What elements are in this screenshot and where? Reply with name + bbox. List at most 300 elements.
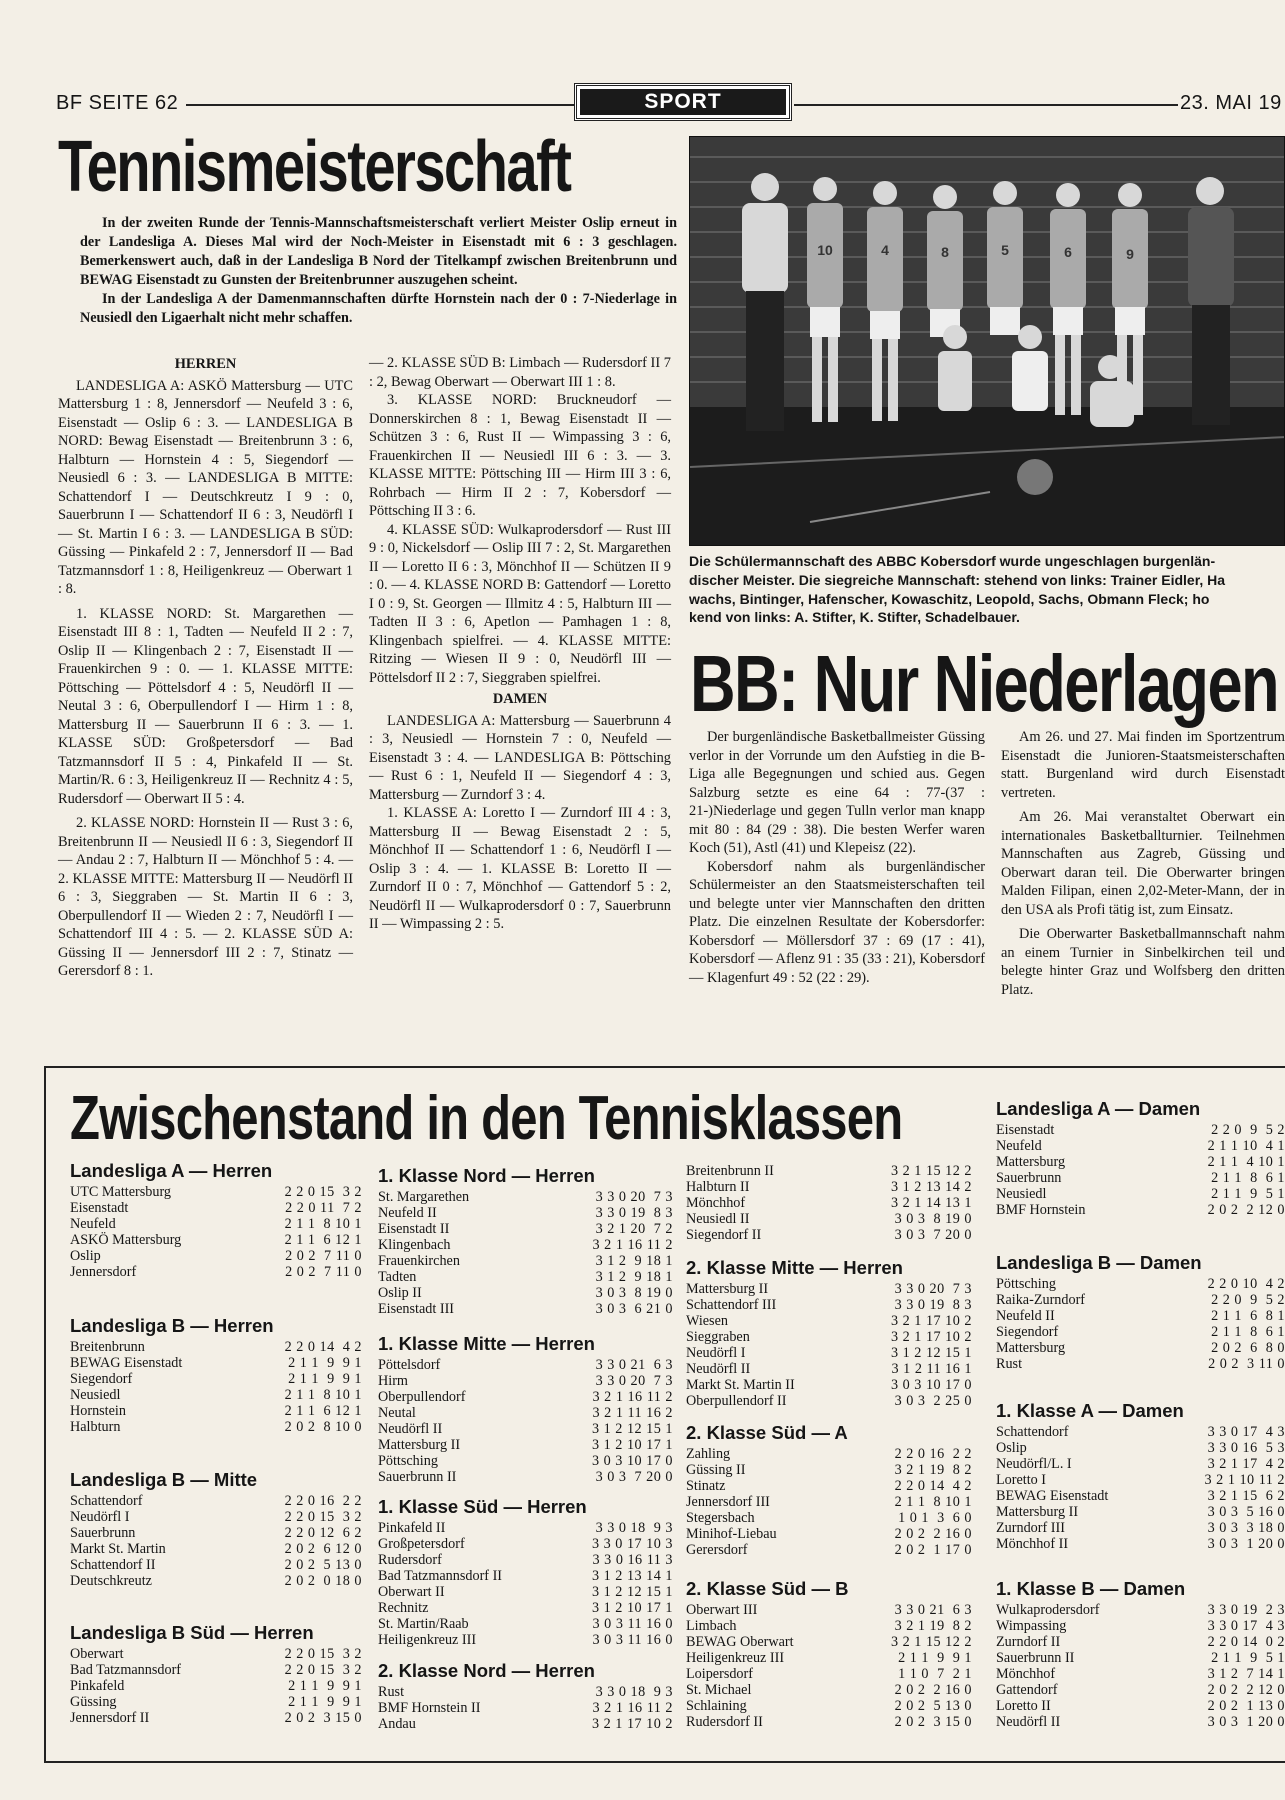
team-name: Neudörfl I [70,1509,130,1525]
team-name: Mönchhof [996,1666,1056,1682]
table-row [378,1469,673,1485]
team-name: Wimpassing [996,1618,1067,1634]
table-row [996,1440,1285,1456]
team-name: Jennersdorf [70,1264,137,1280]
table-row [996,1504,1285,1520]
team-record: 2 2 0 15 3 2 [284,1509,362,1525]
table-row [686,1281,972,1297]
table-title: Landesliga B Süd — Herren [70,1622,314,1643]
team-name: Breitenbrunn II [686,1163,774,1179]
standings-table [70,1160,362,1280]
table-row [996,1202,1285,1218]
team-record: 2 1 1 9 9 1 [898,1650,972,1666]
result-paragraph: LANDESLIGA A: ASKÖ Mattersburg — UTC Mattersburg 1 : 8, Jennersdorf — Neufeld 3 : 6, Eisenstadt — Oslip 6 : 3. — LANDESLIGA B NORD: Bewag Eisenstadt — Breitenbrunn 3 : 6, Halbturn — Hornstein 4 : 5, Siegendorf — Neusiedl 6 : 3. — LANDESLIGA B MITTE: Schattendorf I — Deutschkreutz I 9 : 0, Sauerbrunn I — Schattendorf II 6 : 3, Neudörfl I — St. Martin I 6 : 3. — LANDESLIGA B SÜD: Güssing — Pinkafeld 2 : 7, Jennersdorf II — Bad Tatzmannsdorf 1 : 8, Heiligenkreuz — Oberwart 1 : 8. [58,377,353,597]
team-record: 3 3 0 20 7 3 [595,1189,673,1205]
table-row [996,1138,1285,1154]
table-row [70,1509,362,1525]
table-row [378,1437,673,1453]
team-record: 2 1 1 9 9 1 [288,1694,362,1710]
team-photo-image [690,137,1285,546]
table-row [378,1269,673,1285]
table-row [70,1662,362,1678]
team-name: Neusiedl II [686,1211,750,1227]
team-record: 2 0 2 5 13 0 [894,1698,972,1714]
team-record: 2 1 1 9 5 1 [1211,1650,1285,1666]
table-row [378,1716,673,1732]
team-record: 2 1 1 8 10 1 [894,1494,972,1510]
team-record: 3 0 3 7 20 0 [595,1469,673,1485]
team-name: Deutschkreutz [70,1573,152,1589]
team-name: Zahling [686,1446,731,1462]
table-row [686,1163,972,1179]
team-record: 2 1 1 8 6 1 [1211,1324,1285,1340]
team-name: BEWAG Oberwart [686,1634,794,1650]
team-record: 3 2 1 19 8 2 [894,1618,972,1634]
table-row [996,1424,1285,1440]
team-record: 3 1 2 12 15 1 [592,1584,673,1600]
team-record: 3 3 0 21 6 3 [595,1357,673,1373]
table-row [996,1602,1285,1618]
team-record: 3 3 0 17 10 3 [592,1536,673,1552]
team-name: Andau [378,1716,416,1732]
table-row [70,1419,362,1435]
team-record: 2 2 0 16 2 2 [894,1446,972,1462]
table-row [996,1308,1285,1324]
team-record: 3 0 3 5 16 0 [1207,1504,1285,1520]
team-record: 1 1 0 7 2 1 [898,1666,972,1682]
team-record: 3 0 3 1 20 0 [1207,1714,1285,1730]
table-row [996,1324,1285,1340]
table-row [686,1329,972,1345]
team-record: 3 2 1 20 7 2 [595,1221,673,1237]
table-row [686,1377,972,1393]
team-name: Neudörfl/L. I [996,1456,1072,1472]
team-name: Limbach [686,1618,737,1634]
team-record: 2 1 1 6 12 1 [284,1403,362,1419]
table-title: 2. Klasse Süd — B [686,1578,849,1599]
team-record: 1 0 1 3 6 0 [898,1510,972,1526]
team-name: Stinatz [686,1478,726,1494]
team-name: Schlaining [686,1698,747,1714]
team-record: 2 0 2 2 16 0 [894,1682,972,1698]
result-paragraph: LANDESLIGA A: Mattersburg — Sauerbrunn 4 : 3, Neusiedl — Hornstein 7 : 0, Neufeld — Eisenstadt 3 : 4. — LANDESLIGA B: Pöttsching — Rust 6 : 1, Neufeld II — Siegendorf 4 : 3, Mattersburg — Zurndorf 3 : 4. [369,712,671,803]
standings-table [996,1400,1285,1552]
team-name: Sauerbrunn II [378,1469,457,1485]
table-title: Landesliga B — Herren [70,1315,274,1336]
table-row [996,1154,1285,1170]
basketball-column-1 [689,728,985,987]
table-row [378,1405,673,1421]
team-name: Oslip [996,1440,1027,1456]
team-record: 3 3 0 17 4 3 [1207,1424,1285,1440]
team-name: Rechnitz [378,1600,429,1616]
caption-line: wachs, Bintinger, Hafenscher, Kowaschitz, Leopold, Sachs, Obmann Fleck; ho [689,590,1210,607]
tennis-headline: Tennismeisterschaft [58,127,571,207]
team-name: Neudörfl II [996,1714,1061,1730]
team-record: 2 0 2 3 15 0 [894,1714,972,1730]
result-paragraph: 4. KLASSE SÜD: Wulkaprodersdorf — Rust III 9 : 0, Nickelsdorf — Oslip III 7 : 2, St. Margarethen II — Loretto II 6 : 3, Mönchhof II — Schützen II 9 : 0. — 4. KLASSE NORD B: Gattendorf — Loretto I 0 : 9, St. Georgen — Illmitz 4 : 5, Halbturn III — Tadten II 3 : 6, Apetlon — Pamhagen 1 : 8, Klingenbach spielfrei. — 4. KLASSE MITTE: Ritzing — Wiesen II 9 : 0, Neudörfl III — Pöttelsdorf II 2 : 7, Sieggraben spielfrei. [369,521,671,686]
table-row [378,1453,673,1469]
team-record: 2 2 0 14 4 2 [894,1478,972,1494]
table-row [996,1698,1285,1714]
team-record: 2 2 0 15 3 2 [284,1662,362,1678]
team-record: 3 2 1 17 10 2 [891,1313,972,1329]
team-name: Bad Tatzmannsdorf II [378,1568,503,1584]
team-record: 2 0 2 7 11 0 [285,1248,362,1264]
team-name: Pöttelsdorf [378,1357,441,1373]
team-name: Sieggraben [686,1329,750,1345]
team-name: Oslip II [378,1285,422,1301]
table-title: Landesliga A — Damen [996,1098,1201,1119]
team-name: Jennersdorf II [70,1710,150,1726]
team-record: 3 2 1 16 11 2 [592,1237,673,1253]
team-record: 3 0 3 11 16 0 [592,1632,673,1648]
lead-paragraph: In der zweiten Runde der Tennis-Mannschaftsmeisterschaft verliert Meister Oslip erneut in der Landesliga A. Dieses Mal wird der Noch-Meister in Eisenstadt mit 6 : 3 geschlagen. Bemerkenswert auch, daß in der Landesliga B Nord der Titelkampf zwischen Breitenbrunn und BEWAG Eisenstadt zu Gunsten der Breitenbrunner auszugehen scheint. [80,215,677,288]
team-record: 3 0 3 1 20 0 [1207,1536,1285,1552]
team-name: Schattendorf III [686,1297,777,1313]
team-name: Eisenstadt III [378,1301,455,1317]
table-row [378,1421,673,1437]
result-paragraph: 3. KLASSE NORD: Bruckneudorf — Donnerskirchen 8 : 1, Bewag Eisenstadt II — Schützen 3 : 6, Rust II — Wimpassing 3 : 6, Frauenkirchen II — Neusiedl III 6 : 3. — 3. KLASSE MITTE: Pöttsching III — Hirm III 3 : 6, Rohrbach — Hirm II 2 : 7, Kobersdorf — Pöttsching II 3 : 6. [369,392,671,519]
jersey-number: 8 [941,244,949,260]
team-record: 3 3 0 17 4 3 [1207,1618,1285,1634]
team-record: 3 0 3 8 19 0 [894,1211,972,1227]
team-name: Sauerbrunn II [996,1650,1075,1666]
table-row [70,1264,362,1280]
team-record: 3 0 3 10 17 0 [891,1377,972,1393]
table-row [70,1216,362,1232]
lead-paragraph: In der Landesliga A der Damenmannschaften dürfte Hornstein nach der 0 : 7-Niederlage in Neusiedl den Ligaerhalt nicht mehr schaffen. [80,290,677,326]
team-name: Markt St. Martin [70,1541,166,1557]
team-record: 2 1 1 8 10 1 [284,1216,362,1232]
table-row [996,1356,1285,1372]
herren-heading: HERREN [174,356,237,372]
team-record: 3 2 1 19 8 2 [894,1462,972,1478]
team-name: Breitenbrunn [70,1339,145,1355]
team-name: Halbturn [70,1419,121,1435]
result-paragraph: 1. KLASSE NORD: St. Margarethen — Eisenstadt III 8 : 1, Tadten — Neufeld II 2 : 7, Oslip II — Klingenbach 2 : 7, Eisenstadt II — Frauenkirchen 9 : 0. — 1. KLASSE MITTE: Pöttsching — Pöttelsdorf 4 : 5, Neudörfl II — Neutal 3 : 6, Oberpullendorf I — Hirm 1 : 8, Mattersburg II — Sauerbrunn II 6 : 3. — 1. KLASSE SÜD: Großpetersdorf — Bad Tatzmannsdorf II 5 : 4, Pinkafeld II — St. Martin/R. 6 : 3, Heiligenkreuz II — Rechnitz 4 : 5, Rudersdorf — Oberwart II 5 : 4. [58,605,353,807]
team-record: 2 2 0 15 3 2 [284,1184,362,1200]
table-title: 1. Klasse A — Damen [996,1400,1184,1421]
table-row [70,1355,362,1371]
team-name: Neutal [378,1405,416,1421]
standings-table [378,1660,673,1732]
team-name: Oslip [70,1248,101,1264]
team-name: Eisenstadt [70,1200,129,1216]
team-record: 2 1 1 8 6 1 [1211,1170,1285,1186]
table-row [686,1666,972,1682]
team-name: Pöttsching [378,1453,438,1469]
team-name: St. Margarethen [378,1189,470,1205]
result-paragraph: — 2. KLASSE SÜD B: Limbach — Rudersdorf II 7 : 2, Bewag Oberwart — Oberwart III 1 : 8. [369,355,671,390]
team-name: Tadten [378,1269,417,1285]
team-name: BEWAG Eisenstadt [996,1488,1109,1504]
team-record: 2 2 0 10 4 2 [1207,1276,1285,1292]
team-name: Großpetersdorf [378,1536,465,1552]
team-name: ASKÖ Mattersburg [70,1232,182,1248]
team-name: Mattersburg [996,1340,1066,1356]
standings-headline: Zwischenstand in den Tennisklassen [70,1084,903,1153]
team-name: Zurndorf II [996,1634,1061,1650]
team-record: 3 1 2 12 15 1 [592,1421,673,1437]
table-row [686,1714,972,1730]
team-record: 3 3 0 20 7 3 [595,1373,673,1389]
team-name: Oberpullendorf [378,1389,466,1405]
table-title: 1. Klasse Süd — Herren [378,1496,587,1517]
table-title: Landesliga A — Herren [70,1160,273,1181]
team-name: Neufeld [70,1216,116,1232]
team-record: 2 0 2 2 16 0 [894,1526,972,1542]
jersey-number: 5 [1001,242,1009,258]
table-row [996,1682,1285,1698]
table-row [70,1184,362,1200]
team-name: Pöttsching [996,1276,1056,1292]
team-record: 3 1 2 10 17 1 [592,1600,673,1616]
table-row [378,1221,673,1237]
team-record: 3 0 3 10 17 0 [592,1453,673,1469]
team-record: 2 1 1 4 10 1 [1207,1154,1285,1170]
table-row [686,1361,972,1377]
table-row [70,1339,362,1355]
team-name: Minihof-Liebau [686,1526,777,1542]
team-record: 3 2 1 17 10 2 [592,1716,673,1732]
team-name: Markt St. Martin II [686,1377,795,1393]
team-name: Oberwart III [686,1602,758,1618]
basketball-headline: BB: Nur Niederlagen [690,639,1279,728]
table-row [686,1227,972,1243]
article-paragraph: Kobersdorf nahm als burgenländischer Schülermeister an den Staatsmeisterschaften teil und belegte unter vier Mannschaften den dritten Platz. Die einzelnen Resultate der Kobersdorfer: Kobersdorf — Möllersdorf 37 : 69 (17 : 41), Kobersdorf — Aflenz 91 : 35 (33 : 21), Kobersdorf — Klagenfurt 49 : 52 (22 : 29). [689,858,985,986]
article-paragraph: Am 26. und 27. Mai finden im Sportzentrum Eisenstadt die Junioren-Staatsmeisterschaften statt. Burgenland wird durch Eisenstadt vertreten. [1001,729,1285,801]
table-row [686,1650,972,1666]
header-rule-left [186,104,574,106]
team-name: Loretto II [996,1698,1051,1714]
table-row [686,1682,972,1698]
table-title: 1. Klasse B — Damen [996,1578,1186,1599]
team-name: St. Martin/Raab [378,1616,469,1632]
team-name: Güssing [70,1694,117,1710]
table-row [70,1200,362,1216]
header-rule-right [794,104,1178,106]
team-record: 2 2 0 16 2 2 [284,1493,362,1509]
team-name: Rust [378,1684,405,1700]
team-record: 2 1 1 10 4 1 [1207,1138,1285,1154]
team-record: 2 0 2 6 12 0 [284,1541,362,1557]
table-row [686,1446,972,1462]
team-name: Oberpullendorf II [686,1393,787,1409]
team-name: Schattendorf [996,1424,1069,1440]
team-name: Rudersdorf II [686,1714,763,1730]
team-name: Mattersburg II [378,1437,461,1453]
jersey-number: 6 [1064,244,1072,260]
table-title: Landesliga B — Mitte [70,1469,258,1490]
team-record: 2 2 0 9 5 2 [1211,1292,1285,1308]
standings-table [378,1165,673,1317]
team-name: Mattersburg II [686,1281,769,1297]
standings-table [686,1257,972,1409]
table-row [70,1678,362,1694]
table-row [70,1710,362,1726]
team-name: Sauerbrunn [996,1170,1062,1186]
table-row [70,1557,362,1573]
team-record: 3 3 0 19 2 3 [1207,1602,1285,1618]
standings-table [996,1098,1285,1218]
team-name: Heiligenkreuz III [378,1632,477,1648]
team-name: Eisenstadt [996,1122,1055,1138]
article-paragraph: Der burgenländische Basketballmeister Güssing verlor in der Vorrunde um den Aufstieg in die B-Liga alle Begegnungen und schied aus. Gegen Salzburg setzte es eine 64 : 77-(37 : 21-)Niederlage und gegen Tulln verlor man knapp mit 80 : 84 (29 : 38). Die besten Werfer waren Koch (51), Astl (41) und Klepeisz (22). [689,729,985,856]
team-name: Neusiedl [996,1186,1047,1202]
team-name: Pinkafeld [70,1678,125,1694]
table-row [378,1520,673,1536]
team-record: 2 0 2 7 11 0 [285,1264,362,1280]
team-record: 3 2 1 14 13 1 [891,1195,972,1211]
standings-table [378,1333,673,1485]
table-row [70,1232,362,1248]
team-record: 3 2 1 15 12 2 [891,1163,972,1179]
team-record: 3 1 2 13 14 2 [891,1179,972,1195]
team-record: 3 1 2 12 15 1 [891,1345,972,1361]
table-row [996,1292,1285,1308]
team-record: 2 2 0 14 0 2 [1207,1634,1285,1650]
team-record: 2 2 0 14 4 2 [284,1339,362,1355]
table-row [70,1387,362,1403]
team-record: 2 1 1 6 12 1 [284,1232,362,1248]
table-row [996,1618,1285,1634]
table-row [686,1195,972,1211]
team-name: Neusiedl [70,1387,121,1403]
caption-line: Die Schülermannschaft des ABBC Kobersdorf wurde ungeschlagen burgenlän- [689,553,1216,569]
team-name: Siegendorf [70,1371,133,1387]
table-row [686,1462,972,1478]
tennis-column-1 [58,352,353,981]
table-row [686,1297,972,1313]
team-name: BEWAG Eisenstadt [70,1355,183,1371]
team-name: Bad Tatzmannsdorf [70,1662,182,1678]
table-row [378,1584,673,1600]
section-banner [574,83,792,121]
standings-table [996,1578,1285,1730]
team-record: 3 0 3 2 25 0 [894,1393,972,1409]
team-name: Wiesen [686,1313,728,1329]
team-name: Neudörfl I [686,1345,746,1361]
team-record: 2 1 1 9 9 1 [288,1355,362,1371]
table-row [686,1634,972,1650]
team-record: 2 2 0 12 6 2 [284,1525,362,1541]
team-record: 3 2 1 15 6 2 [1207,1488,1285,1504]
team-name: Neufeld II [378,1205,437,1221]
table-title: 2. Klasse Nord — Herren [378,1660,595,1681]
team-name: Rust [996,1356,1023,1372]
team-record: 3 2 1 15 12 2 [891,1634,972,1650]
damen-heading: DAMEN [492,691,548,707]
table-row [378,1301,673,1317]
team-record: 2 1 1 6 8 1 [1211,1308,1285,1324]
standings-table [686,1578,972,1730]
standings-table [996,1252,1285,1372]
table-row [378,1357,673,1373]
team-record: 3 1 2 9 18 1 [595,1269,673,1285]
team-record: 2 0 2 0 18 0 [284,1573,362,1589]
tennis-column-2 [369,354,671,934]
table-title: 2. Klasse Süd — A [686,1422,848,1443]
table-row [686,1526,972,1542]
team-name: Schattendorf [70,1493,143,1509]
team-name: Raika-Zurndorf [996,1292,1086,1308]
team-name: Mönchhof [686,1195,746,1211]
team-record: 3 3 0 21 6 3 [894,1602,972,1618]
article-paragraph: Die Oberwarter Basketballmannschaft nahm an einem Turnier in Sinbelkirchen teil und belegte hinter Graz und Wolfsberg den dritten Platz. [1001,926,1285,998]
table-row [70,1694,362,1710]
team-name: Hirm [378,1373,408,1389]
team-record: 3 1 2 9 18 1 [595,1253,673,1269]
team-record: 3 1 2 11 16 1 [891,1361,972,1377]
table-row [378,1552,673,1568]
result-paragraph: 1. KLASSE A: Loretto I — Zurndorf III 4 : 3, Mattersburg II — Bewag Eisenstadt 2 : 5, Mönchhof II — Schattendorf 1 : 6, Neudörfl I — Oslip 3 : 4. — 1. KLASSE B: Loretto II — Zurndorf II 0 : 7, Mönchhof — Gattendorf 5 : 2, Neudörfl II — Wulkaprodersdorf 0 : 7, Sauerbrunn II — Wimpassing 2 : 5. [369,805,671,932]
team-record: 3 2 1 17 10 2 [891,1329,972,1345]
team-name: Klingenbach [378,1237,451,1253]
tennis-lead [80,214,677,327]
team-record: 2 1 1 9 9 1 [288,1371,362,1387]
team-record: 2 0 2 3 15 0 [284,1710,362,1726]
table-row [70,1541,362,1557]
table-row [70,1371,362,1387]
issue-date: 23. MAI 19 [1180,92,1282,114]
table-row [70,1525,362,1541]
caption-line: kend von links: A. Stifter, K. Stifter, Schadelbauer. [689,609,1020,626]
table-title: 2. Klasse Mitte — Herren [686,1257,903,1278]
team-record: 2 0 2 2 12 0 [1207,1202,1285,1218]
table-row [70,1403,362,1419]
section-label: SPORT [580,89,786,115]
table-row [996,1634,1285,1650]
table-row [378,1700,673,1716]
table-row [378,1253,673,1269]
team-record: 3 3 0 18 9 3 [595,1520,673,1536]
standings-table [686,1422,972,1558]
team-record: 3 2 1 16 11 2 [592,1700,673,1716]
team-record: 2 0 2 1 13 0 [1207,1698,1285,1714]
team-record: 3 0 3 3 18 0 [1207,1520,1285,1536]
team-record: 3 2 1 10 11 2 [1204,1472,1285,1488]
table-row [996,1456,1285,1472]
team-record: 3 1 2 7 14 1 [1207,1666,1285,1682]
team-name: Neudörfl II [378,1421,443,1437]
team-name: Neudörfl II [686,1361,751,1377]
table-row [70,1573,362,1589]
team-record: 2 0 2 1 17 0 [894,1542,972,1558]
team-name: Siegendorf II [686,1227,762,1243]
team-record: 3 1 2 13 14 1 [592,1568,673,1584]
team-record: 2 0 2 3 11 0 [1208,1356,1285,1372]
team-record: 3 0 3 6 21 0 [595,1301,673,1317]
team-record: 2 1 1 8 10 1 [284,1387,362,1403]
team-name: Jennersdorf III [686,1494,770,1510]
table-row [70,1248,362,1264]
team-record: 3 3 0 20 7 3 [894,1281,972,1297]
table-row [686,1542,972,1558]
table-row [686,1478,972,1494]
table-row [996,1122,1285,1138]
table-row [996,1186,1285,1202]
team-record: 3 3 0 16 5 3 [1207,1440,1285,1456]
table-row [996,1472,1285,1488]
team-record: 3 0 3 8 19 0 [595,1285,673,1301]
team-name: Eisenstadt II [378,1221,450,1237]
team-name: St. Michael [686,1682,752,1698]
table-row [686,1345,972,1361]
team-name: Oberwart II [378,1584,445,1600]
standings-table [378,1496,673,1648]
team-name: Mönchhof II [996,1536,1069,1552]
